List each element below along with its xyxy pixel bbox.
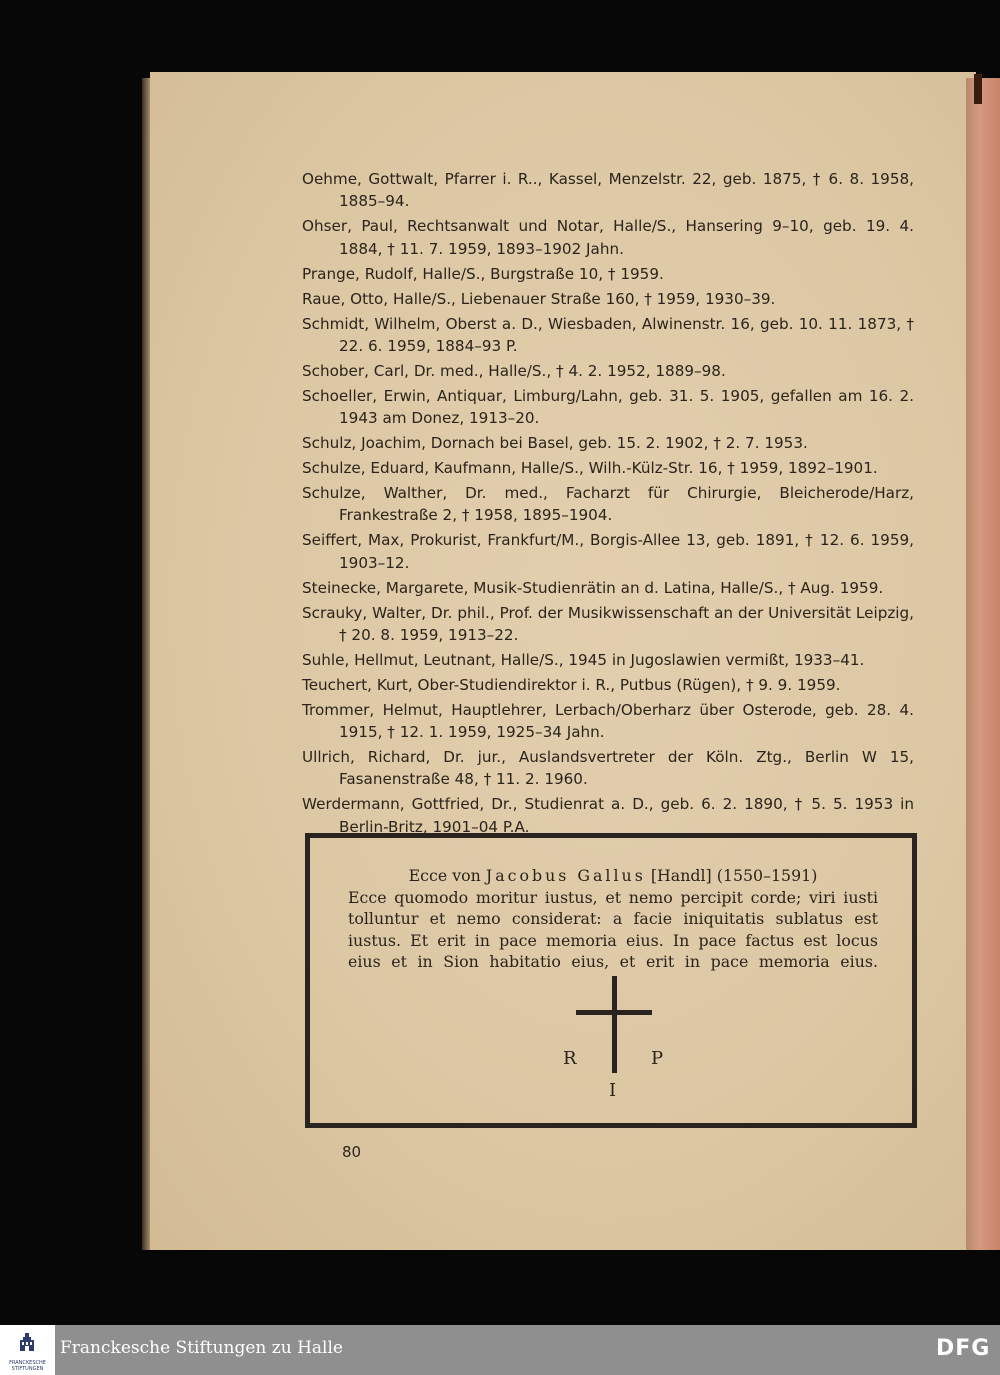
memorial-line: eius et in Sion habitatio eius, et erit in pace memoria eius.: [348, 952, 878, 971]
memorial-composer: Jacobus Gallus: [485, 866, 646, 885]
memorial-line: Ecce quomodo moritur iustus, et nemo percipit corde; viri iusti: [348, 887, 878, 907]
page-number: 80: [342, 1143, 362, 1161]
obituary-entry: Raue, Otto, Halle/S., Liebenauer Straße 160, † 1959, 1930–39.: [302, 289, 776, 308]
obituary-entry: Prange, Rudolf, Halle/S., Burgstraße 10, † 1959.: [302, 264, 664, 283]
obituary-entry: Ohser, Paul, Rechtsanwalt und Notar, Halle/S., Hansering 9–10, geb. 19. 4. 1884, † 11. 7. 1959, 1893–1902 Jahn.: [302, 217, 914, 258]
rip-letter-i: I: [609, 1080, 617, 1101]
rip-letter-p: P: [651, 1048, 664, 1069]
logo-caption: FRANCKESCHE STIFTUNGEN: [9, 1360, 46, 1372]
memorial-title-suffix: [Handl] (1550–1591): [645, 866, 818, 885]
viewer-footer: [0, 1325, 1000, 1375]
obituary-entry: Schober, Carl, Dr. med., Halle/S., † 4. 2. 1952, 1889–98.: [302, 361, 726, 380]
franckesche-logo[interactable]: [0, 1325, 55, 1375]
cross-icon: [612, 976, 617, 1073]
foundation-emblem-icon: [18, 1333, 36, 1353]
memorial-title: [348, 865, 878, 887]
footer-title[interactable]: Franckesche Stiftungen zu Halle: [60, 1338, 343, 1358]
obituary-entry: Schmidt, Wilhelm, Oberst a. D., Wiesbaden, Alwinenstr. 16, geb. 10. 11. 1873, † 22. 6. 1959, 1884–93 P.: [302, 314, 914, 355]
dfg-logo[interactable]: DFG: [936, 1336, 991, 1361]
obituary-entry: Ullrich, Richard, Dr. jur., Auslandsvertreter der Köln. Ztg., Berlin W 15, Fasanenstraße 48, † 11. 2. 1960.: [302, 748, 914, 789]
cover-corner: [974, 74, 982, 104]
obituary-entry: Trommer, Helmut, Hauptlehrer, Lerbach/Oberharz über Osterode, geb. 28. 4. 1915, † 12. 1. 1959, 1925–34 Jahn.: [302, 700, 914, 742]
obituary-entry: Schulze, Walther, Dr. med., Facharzt für Chirurgie, Bleicherode/Harz, Frankestraße 2, † 1958, 1895–1904.: [302, 484, 914, 525]
obituary-entry: Schoeller, Erwin, Antiquar, Limburg/Lahn, geb. 31. 5. 1905, gefallen am 16. 2. 1943 am Donez, 1913–20.: [302, 386, 914, 428]
book-cover-edge: [966, 78, 1000, 1250]
obituary-entry: Steinecke, Margarete, Musik-Studienrätin an d. Latina, Halle/S., † Aug. 1959.: [302, 578, 884, 597]
obituary-entry: Oehme, Gottwalt, Pfarrer i. R.., Kassel, Menzelstr. 22, geb. 1875, † 6. 8. 1958, 1885–94.: [302, 170, 914, 211]
obituary-entry: Schulz, Joachim, Dornach bei Basel, geb. 15. 2. 1902, † 2. 7. 1953.: [302, 434, 808, 453]
cross-icon-bar: [576, 1010, 652, 1015]
obituary-entry: Seiffert, Max, Prokurist, Frankfurt/M., Borgis-Allee 13, geb. 1891, † 12. 6. 1959, 1903–12.: [302, 531, 914, 572]
memorial-box: [305, 833, 917, 1128]
memorial-line: iustus. Et erit in pace memoria eius. In pace factus est locus: [348, 930, 878, 950]
obituary-entry: Suhle, Hellmut, Leutnant, Halle/S., 1945 in Jugoslawien vermißt, 1933–41.: [302, 650, 865, 669]
obituary-entry: Scrauky, Walter, Dr. phil., Prof. der Musikwissenschaft an der Universität Leipzig, † 20. 8. 1959, 1913–22.: [302, 603, 914, 644]
obituary-list: [302, 168, 914, 841]
obituary-entry: Schulze, Eduard, Kaufmann, Halle/S., Wilh.-Külz-Str. 16, † 1959, 1892–1901.: [302, 459, 878, 478]
memorial-title-prefix: Ecce von: [408, 866, 486, 885]
rip-letter-r: R: [563, 1048, 577, 1069]
obituary-entry: Teuchert, Kurt, Ober-Studiendirektor i. R., Putbus (Rügen), † 9. 9. 1959.: [302, 675, 841, 694]
obituary-entry: Werdermann, Gottfried, Dr., Studienrat a. D., geb. 6. 2. 1890, † 5. 5. 1953 in Berlin-Britz, 1901–04 P.A.: [302, 795, 914, 836]
memorial-text-block: [348, 865, 878, 973]
memorial-line: tolluntur et nemo considerat: a facie iniquitatis sublatus est: [348, 909, 878, 928]
